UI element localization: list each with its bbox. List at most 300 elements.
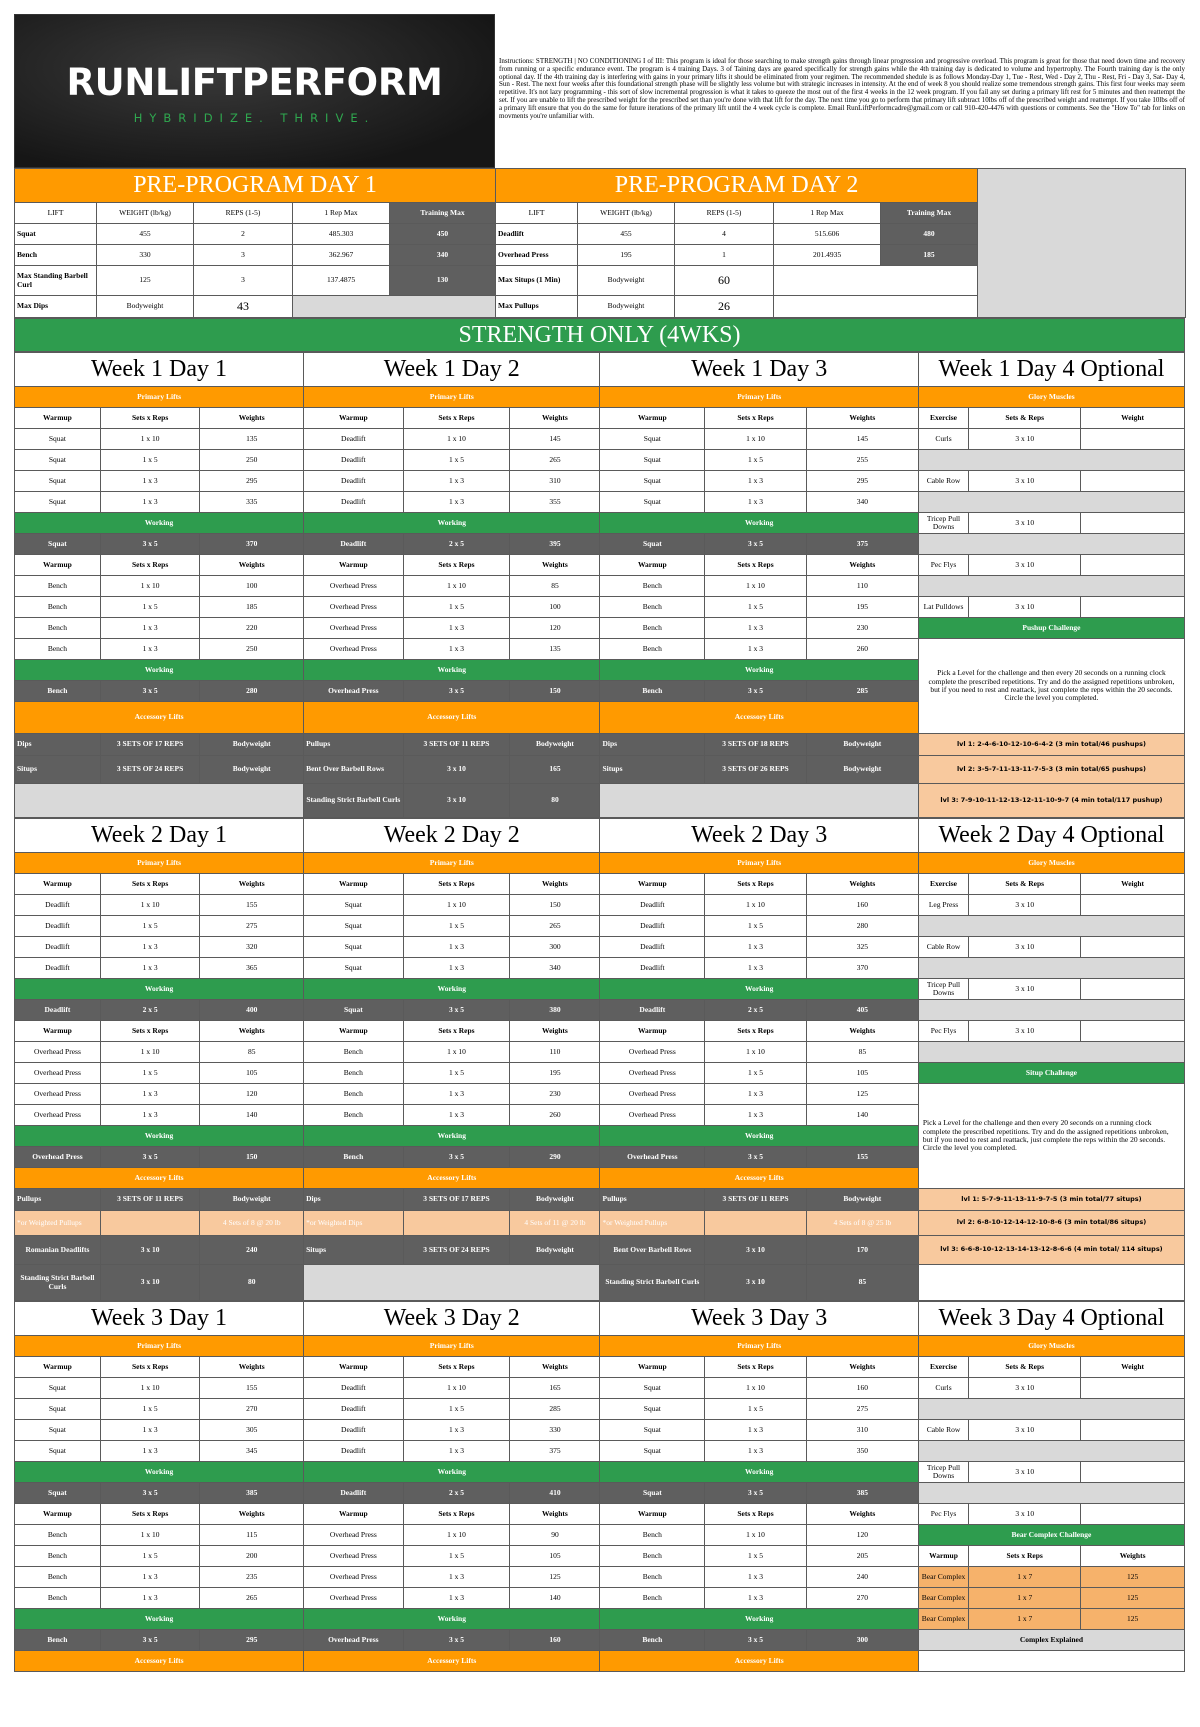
glory-weight-input[interactable]: [1081, 1378, 1185, 1399]
reps-input[interactable]: 4: [675, 224, 774, 245]
one-rep-max: 485.303: [293, 224, 390, 245]
glory-weight-input[interactable]: [1081, 513, 1185, 534]
warmup-weight: 110: [806, 576, 918, 597]
glory-sets: 3 x 10: [969, 471, 1081, 492]
col-header: Weights: [200, 1021, 304, 1042]
warmup-weight: 295: [200, 471, 304, 492]
bear-complex-weight: 125: [1081, 1588, 1185, 1609]
warmup-weight: 145: [806, 429, 918, 450]
challenge-level[interactable]: lvl 1: 2-4-6-10-12-10-6-4-2 (3 min total/46 pushups): [918, 734, 1184, 756]
warmup-weight: 115: [200, 1525, 304, 1546]
warmup-lift: Squat: [15, 492, 101, 513]
col-header: Sets & Reps: [969, 408, 1081, 429]
section-working: Working: [15, 513, 304, 534]
warmup-weight: 185: [200, 597, 304, 618]
glory-exercise: Pec Flys: [918, 1504, 968, 1525]
working-sets: 2 x 5: [403, 534, 510, 555]
working-weight: 160: [510, 1630, 600, 1651]
glory-exercise: Curls: [918, 1378, 968, 1399]
warmup-sets: 1 x 3: [403, 1441, 510, 1462]
week-day-title: Week 2 Day 1: [15, 819, 304, 853]
warmup-lift: Deadlift: [15, 916, 101, 937]
warmup-weight: 100: [200, 576, 304, 597]
working-weight: 285: [806, 681, 918, 702]
training-max: 480: [881, 224, 978, 245]
accessory-lift: Situps: [15, 756, 101, 784]
working-weight: 300: [806, 1630, 918, 1651]
weight-input[interactable]: 330: [97, 245, 194, 266]
bear-complex-sets: 1 x 7: [969, 1588, 1081, 1609]
preprogram-day2-title: PRE-PROGRAM DAY 2: [496, 169, 978, 203]
accessory-sets: 3 SETS OF 24 REPS: [100, 756, 199, 784]
col-header: Sets x Reps: [100, 1021, 199, 1042]
warmup-lift: Squat: [15, 1420, 101, 1441]
warmup-weight: 150: [510, 895, 600, 916]
warmup-lift: Squat: [600, 471, 705, 492]
glory-exercise: Pec Flys: [918, 1021, 968, 1042]
working-sets: 3 x 5: [100, 1630, 199, 1651]
warmup-weight: 125: [806, 1084, 918, 1105]
col-header: WEIGHT (lb/kg): [97, 203, 194, 224]
warmup-weight: 240: [806, 1567, 918, 1588]
working-sets: 3 x 5: [705, 1630, 807, 1651]
warmup-lift: Bench: [15, 618, 101, 639]
training-max: 130: [390, 266, 496, 296]
section-primary: Primary Lifts: [15, 387, 304, 408]
warmup-sets: 1 x 3: [100, 639, 199, 660]
col-header: Sets x Reps: [403, 555, 510, 576]
spacer-row: [918, 1042, 1184, 1063]
col-header: REPS (1-5): [194, 203, 293, 224]
warmup-sets: 1 x 5: [705, 1399, 807, 1420]
glory-exercise: Pec Flys: [918, 555, 968, 576]
accessory-weight: Bodyweight: [806, 734, 918, 756]
col-header: Warmup: [15, 874, 101, 895]
challenge-description: Pick a Level for the challenge and then every 20 seconds on a running clock complete the prescribed repetitions. Try and do the assigned repetitions unbroken, but if you need to rest and reattack, just complete the reps within the 20 seconds. Circle the level you completed.: [918, 639, 1184, 734]
warmup-weight: 250: [200, 450, 304, 471]
warmup-lift: Deadlift: [15, 895, 101, 916]
accessory-lift: Standing Strict Barbell Curls: [304, 784, 403, 818]
working-lift: Overhead Press: [304, 1630, 403, 1651]
col-header: Warmup: [15, 1504, 101, 1525]
warmup-sets: 1 x 5: [403, 450, 510, 471]
warmup-lift: Squat: [15, 1399, 101, 1420]
week-day-title: Week 1 Day 2: [304, 353, 600, 387]
challenge-level[interactable]: lvl 1: 5-7-9-11-13-11-9-7-5 (3 min total/77 situps): [918, 1189, 1184, 1211]
week-day-title: Week 3 Day 4 Optional: [918, 1302, 1184, 1336]
col-header: Sets x Reps: [100, 555, 199, 576]
week-day-title: Week 2 Day 4 Optional: [918, 819, 1184, 853]
glory-weight-input[interactable]: [1081, 1420, 1185, 1441]
col-header: Sets & Reps: [969, 1357, 1081, 1378]
col-header: Warmup: [304, 408, 403, 429]
section-accessory: Accessory Lifts: [15, 1168, 304, 1189]
logo-tagline: HYBRIDIZE. THRIVE.: [133, 111, 376, 125]
accessory-lift: Dips: [15, 734, 101, 756]
week-day-title: Week 1 Day 1: [15, 353, 304, 387]
glory-weight-input[interactable]: [1081, 429, 1185, 450]
warmup-weight: 260: [510, 1105, 600, 1126]
glory-exercise: Lat Pulldows: [918, 597, 968, 618]
col-header: Weights: [200, 408, 304, 429]
reps-input[interactable]: 26: [675, 296, 774, 318]
col-header: Sets x Reps: [403, 874, 510, 895]
col-header: Weights: [806, 1021, 918, 1042]
warmup-sets: 1 x 10: [705, 429, 807, 450]
warmup-lift: Squat: [304, 895, 403, 916]
reps-input[interactable]: 60: [675, 266, 774, 296]
spacer-row: [918, 1441, 1184, 1462]
warmup-weight: 160: [806, 1378, 918, 1399]
section-accessory: Accessory Lifts: [600, 1168, 918, 1189]
header: [14, 14, 1185, 168]
warmup-sets: 1 x 3: [100, 1441, 199, 1462]
col-header: Weights: [510, 1504, 600, 1525]
warmup-weight: 345: [200, 1441, 304, 1462]
glory-exercise: Curls: [918, 429, 968, 450]
warmup-lift: Overhead Press: [600, 1084, 705, 1105]
accessory-weight: Bodyweight: [200, 756, 304, 784]
warmup-sets: 1 x 5: [100, 1063, 199, 1084]
col-header: Sets x Reps: [100, 1504, 199, 1525]
warmup-weight: 275: [200, 916, 304, 937]
working-lift: Overhead Press: [15, 1147, 101, 1168]
glory-weight-input[interactable]: [1081, 597, 1185, 618]
accessory-alt-sets: [100, 1211, 199, 1236]
working-lift: Deadlift: [15, 1000, 101, 1021]
accessory-sets: 3 x 10: [100, 1236, 199, 1265]
glory-weight-input[interactable]: [1081, 1504, 1185, 1525]
warmup-sets: 1 x 5: [403, 1063, 510, 1084]
warmup-weight: 155: [200, 895, 304, 916]
warmup-lift: Squat: [15, 471, 101, 492]
warmup-lift: Bench: [600, 618, 705, 639]
working-lift: Deadlift: [304, 1483, 403, 1504]
weight-input[interactable]: Bodyweight: [97, 296, 194, 318]
warmup-weight: 230: [510, 1084, 600, 1105]
section-primary: Primary Lifts: [600, 1336, 918, 1357]
warmup-lift: Deadlift: [600, 958, 705, 979]
col-header: Sets x Reps: [403, 408, 510, 429]
training-max: 450: [390, 224, 496, 245]
glory-weight-input[interactable]: [1081, 895, 1185, 916]
warmup-weight: 135: [510, 639, 600, 660]
glory-sets: 3 x 10: [969, 429, 1081, 450]
working-sets: 2 x 5: [403, 1483, 510, 1504]
warmup-sets: 1 x 3: [100, 1588, 199, 1609]
col-header: Warmup: [304, 1357, 403, 1378]
col-header: Warmup: [304, 1504, 403, 1525]
warmup-sets: 1 x 5: [100, 916, 199, 937]
warmup-weight: 90: [510, 1525, 600, 1546]
warmup-lift: Bench: [15, 639, 101, 660]
warmup-sets: 1 x 3: [705, 1567, 807, 1588]
accessory-lift: Dips: [304, 1189, 403, 1211]
warmup-lift: Deadlift: [304, 450, 403, 471]
glory-weight-input[interactable]: [1081, 979, 1185, 1000]
warmup-weight: 285: [510, 1399, 600, 1420]
accessory-lift: Bent Over Barbell Rows: [600, 1236, 705, 1265]
section-working: Working: [15, 1609, 304, 1630]
empty-cell: [600, 784, 918, 818]
warmup-lift: Deadlift: [304, 492, 403, 513]
glory-weight-input[interactable]: [1081, 937, 1185, 958]
warmup-weight: 260: [806, 639, 918, 660]
warmup-weight: 310: [806, 1420, 918, 1441]
week-1-table: [14, 352, 1185, 818]
reps-input[interactable]: 2: [194, 224, 293, 245]
training-max: 340: [390, 245, 496, 266]
warmup-sets: 1 x 3: [705, 618, 807, 639]
working-sets: 3 x 5: [100, 1147, 199, 1168]
section-working: Working: [304, 1462, 600, 1483]
bear-complex-weight: 125: [1081, 1567, 1185, 1588]
accessory-lift: Bent Over Barbell Rows: [304, 756, 403, 784]
challenge-level[interactable]: lvl 3: 7-9-10-11-12-13-12-11-10-9-7 (4 min total/117 pushup): [918, 784, 1184, 818]
warmup-weight: 230: [806, 618, 918, 639]
weight-input[interactable]: 195: [578, 245, 675, 266]
col-header: Weights: [510, 1021, 600, 1042]
week-day-title: Week 3 Day 1: [15, 1302, 304, 1336]
glory-sets: 3 x 10: [969, 597, 1081, 618]
working-sets: 3 x 5: [705, 1483, 807, 1504]
warmup-sets: 1 x 3: [705, 1420, 807, 1441]
glory-weight-input[interactable]: [1081, 471, 1185, 492]
col-header: Weights: [510, 555, 600, 576]
glory-sets: 3 x 10: [969, 1504, 1081, 1525]
warmup-weight: 105: [510, 1546, 600, 1567]
col-header: Sets x Reps: [403, 1357, 510, 1378]
glory-weight-input[interactable]: [1081, 1462, 1185, 1483]
warmup-sets: 1 x 10: [100, 429, 199, 450]
accessory-sets: 3 SETS OF 18 REPS: [705, 734, 807, 756]
warmup-lift: Squat: [600, 1399, 705, 1420]
section-accessory: Accessory Lifts: [600, 1651, 918, 1672]
warmup-sets: 1 x 10: [403, 576, 510, 597]
accessory-weight: Bodyweight: [510, 1189, 600, 1211]
accessory-weight: 170: [806, 1236, 918, 1265]
lift-name: Squat: [15, 224, 97, 245]
col-header: Warmup: [304, 874, 403, 895]
accessory-lift: Pullups: [304, 734, 403, 756]
warmup-weight: 105: [200, 1063, 304, 1084]
warmup-weight: 295: [806, 471, 918, 492]
col-header: Warmup: [600, 408, 705, 429]
col-header: Weight: [1081, 408, 1185, 429]
section-accessory: Accessory Lifts: [15, 1651, 304, 1672]
lift-name: Deadlift: [496, 224, 578, 245]
warmup-sets: 1 x 5: [403, 597, 510, 618]
col-header: LIFT: [496, 203, 578, 224]
warmup-lift: Bench: [15, 1525, 101, 1546]
working-weight: 150: [200, 1147, 304, 1168]
working-sets: 3 x 5: [100, 681, 199, 702]
working-sets: 3 x 5: [403, 1147, 510, 1168]
col-header: Weights: [510, 408, 600, 429]
warmup-sets: 1 x 10: [403, 1525, 510, 1546]
working-lift: Bench: [600, 681, 705, 702]
warmup-weight: 275: [806, 1399, 918, 1420]
col-header: Weights: [510, 1357, 600, 1378]
complex-explained-link[interactable]: Complex Explained: [918, 1630, 1184, 1651]
warmup-sets: 1 x 3: [403, 1588, 510, 1609]
glory-weight-input[interactable]: [1081, 555, 1185, 576]
warmup-weight: 280: [806, 916, 918, 937]
warmup-sets: 1 x 10: [705, 576, 807, 597]
col-header: Sets x Reps: [705, 1357, 807, 1378]
weight-input[interactable]: 455: [578, 224, 675, 245]
working-lift: Overhead Press: [304, 681, 403, 702]
warmup-weight: 325: [806, 937, 918, 958]
working-lift: Squat: [15, 1483, 101, 1504]
weight-input[interactable]: 125: [97, 266, 194, 296]
weight-input[interactable]: Bodyweight: [578, 266, 675, 296]
accessory-weight: 85: [806, 1265, 918, 1301]
col-header: Warmup: [600, 1021, 705, 1042]
warmup-lift: Deadlift: [304, 429, 403, 450]
warmup-weight: 305: [200, 1420, 304, 1441]
col-header: Sets x Reps: [403, 1021, 510, 1042]
lift-name: Max Dips: [15, 296, 97, 318]
program-sheet: [14, 14, 1185, 1672]
col-header: Warmup: [918, 1546, 968, 1567]
accessory-alt-sets: [705, 1211, 807, 1236]
section-working: Working: [600, 513, 918, 534]
working-lift: Bench: [600, 1630, 705, 1651]
section-working: Working: [304, 979, 600, 1000]
weight-input[interactable]: 455: [97, 224, 194, 245]
section-primary: Primary Lifts: [15, 853, 304, 874]
challenge-level[interactable]: lvl 2: 6-8-10-12-14-12-10-8-6 (3 min total/86 situps): [918, 1211, 1184, 1236]
col-header: Sets x Reps: [403, 1504, 510, 1525]
warmup-sets: 1 x 3: [100, 1084, 199, 1105]
warmup-sets: 1 x 3: [705, 471, 807, 492]
col-header: Exercise: [918, 408, 968, 429]
working-sets: 3 x 5: [403, 1630, 510, 1651]
section-accessory: Accessory Lifts: [304, 1651, 600, 1672]
col-header: REPS (1-5): [675, 203, 774, 224]
warmup-sets: 1 x 10: [403, 429, 510, 450]
section-primary: Primary Lifts: [600, 853, 918, 874]
working-lift: Squat: [600, 534, 705, 555]
warmup-weight: 235: [200, 1567, 304, 1588]
glory-exercise: Cable Row: [918, 937, 968, 958]
warmup-lift: Bench: [600, 1567, 705, 1588]
warmup-lift: Deadlift: [304, 1441, 403, 1462]
accessory-sets: 3 SETS OF 24 REPS: [403, 1236, 510, 1265]
glory-exercise: Tricep Pull Downs: [918, 513, 968, 534]
spacer-row: [918, 1399, 1184, 1420]
warmup-weight: 140: [200, 1105, 304, 1126]
reps-input[interactable]: 3: [194, 266, 293, 296]
warmup-sets: 1 x 3: [403, 1420, 510, 1441]
col-header: Weights: [200, 555, 304, 576]
warmup-sets: 1 x 3: [705, 492, 807, 513]
lift-name: Overhead Press: [496, 245, 578, 266]
accessory-weight: 80: [510, 784, 600, 818]
glory-exercise: Cable Row: [918, 1420, 968, 1441]
warmup-lift: Squat: [600, 1420, 705, 1441]
warmup-sets: 1 x 3: [705, 1441, 807, 1462]
working-weight: 370: [200, 534, 304, 555]
working-sets: 3 x 5: [705, 681, 807, 702]
reps-input[interactable]: 3: [194, 245, 293, 266]
challenge-level[interactable]: lvl 2: 3-5-7-11-13-11-7-5-3 (3 min total/65 pushups): [918, 756, 1184, 784]
warmup-weight: 340: [806, 492, 918, 513]
warmup-lift: Deadlift: [600, 916, 705, 937]
glory-sets: 3 x 10: [969, 1462, 1081, 1483]
col-header: Training Max: [390, 203, 496, 224]
challenge-title: Pushup Challenge: [918, 618, 1184, 639]
working-weight: 155: [806, 1147, 918, 1168]
reps-input[interactable]: 43: [194, 296, 293, 318]
empty-cell: [774, 296, 978, 318]
accessory-weight: Bodyweight: [510, 1236, 600, 1265]
col-header: 1 Rep Max: [293, 203, 390, 224]
warmup-lift: Overhead Press: [15, 1084, 101, 1105]
glory-weight-input[interactable]: [1081, 1021, 1185, 1042]
warmup-sets: 1 x 5: [100, 1399, 199, 1420]
warmup-sets: 1 x 3: [100, 937, 199, 958]
accessory-sets: 3 SETS OF 17 REPS: [403, 1189, 510, 1211]
col-header: Warmup: [15, 408, 101, 429]
warmup-sets: 1 x 3: [403, 492, 510, 513]
accessory-lift: Dips: [600, 734, 705, 756]
empty-cell: [918, 1265, 1184, 1301]
accessory-weight: Bodyweight: [200, 1189, 304, 1211]
warmup-sets: 1 x 5: [705, 1546, 807, 1567]
warmup-weight: 375: [510, 1441, 600, 1462]
col-header: Warmup: [15, 555, 101, 576]
spacer-row: [918, 916, 1184, 937]
challenge-level[interactable]: lvl 3: 6-6-8-10-12-13-14-13-12-8-6-6 (4 min total/ 114 situps): [918, 1236, 1184, 1265]
accessory-lift: Situps: [600, 756, 705, 784]
reps-input[interactable]: 1: [675, 245, 774, 266]
warmup-sets: 1 x 3: [100, 492, 199, 513]
warmup-sets: 1 x 10: [100, 1525, 199, 1546]
section-primary: Primary Lifts: [304, 387, 600, 408]
warmup-weight: 145: [510, 429, 600, 450]
accessory-weight: 80: [200, 1265, 304, 1301]
accessory-sets: 3 SETS OF 17 REPS: [100, 734, 199, 756]
warmup-lift: Bench: [600, 639, 705, 660]
accessory-lift: Romanian Deadlifts: [15, 1236, 101, 1265]
working-sets: 3 x 5: [403, 1000, 510, 1021]
warmup-lift: Overhead Press: [15, 1063, 101, 1084]
one-rep-max: 201.4935: [774, 245, 881, 266]
weight-input[interactable]: Bodyweight: [578, 296, 675, 318]
warmup-sets: 1 x 5: [403, 1399, 510, 1420]
working-weight: 400: [200, 1000, 304, 1021]
warmup-sets: 1 x 3: [705, 937, 807, 958]
warmup-weight: 270: [200, 1399, 304, 1420]
working-lift: Deadlift: [600, 1000, 705, 1021]
working-weight: 375: [806, 534, 918, 555]
working-weight: 150: [510, 681, 600, 702]
warmup-lift: Squat: [15, 450, 101, 471]
warmup-sets: 1 x 3: [705, 639, 807, 660]
warmup-weight: 140: [806, 1105, 918, 1126]
empty-cell: [774, 266, 978, 296]
instructions-text: Instructions: STRENGTH | NO CONDITIONING I of III: This program is ideal for those searching to make strength gains through linear progression and progressive overload. This program is great for those that need down time and recovery from running or a specific endurance event. The program is 4 training Days. 3 of Taining days are geared specifically for strength gains while the 4th training day is dedicated to volume and hypertrophy. The Fourth training day is the only optional day. If the 4th training day is interfering with gains in your primary lifts it should be eliminated from your regimen. The recommended shedule is as follows Monday-Day 1, Tue - Rest, Wed - Day 2, Thu - Rest, Fri - Day 3, Sat- Day 4, Sun - Rest. The next four weeks after this foundational strength phase will be slightly less volume but with strategic increases in intensity. At the end of week 8 you should realize some tremendous strength gains. This first four weeks may seem repetitive. It's not lazy programming - this sort of slow incremental progression is what it takes to queeze the most out of the first 4 weeks in the 12 week program. If you fail any set during a primary lift rest for 5 minutes and then reattempt the set. If you are unable to lift the prescribed weight for the prescribed set than you're done with that lift for the day. The next time you go to perform that primary lift subtract 10lbs off of the prescribed weight and reattempt. If you take 10lbs off of a primary lift ensure that you do the same for future iterations of the primary lift until the 4 week cycle is complete. Email RunLiftPerformcadre@gmail.com or call 910-420-4476 with questions or comments. See the "How To" tab for links on movments you're unfamiliar with.: [499, 57, 1185, 120]
accessory-alt-lift: *or Weighted Dips: [304, 1211, 403, 1236]
warmup-sets: 1 x 3: [403, 937, 510, 958]
week-day-title: Week 2 Day 3: [600, 819, 918, 853]
warmup-sets: 1 x 10: [705, 1525, 807, 1546]
warmup-weight: 85: [200, 1042, 304, 1063]
working-lift: Bench: [304, 1147, 403, 1168]
lift-name: Max Pullups: [496, 296, 578, 318]
